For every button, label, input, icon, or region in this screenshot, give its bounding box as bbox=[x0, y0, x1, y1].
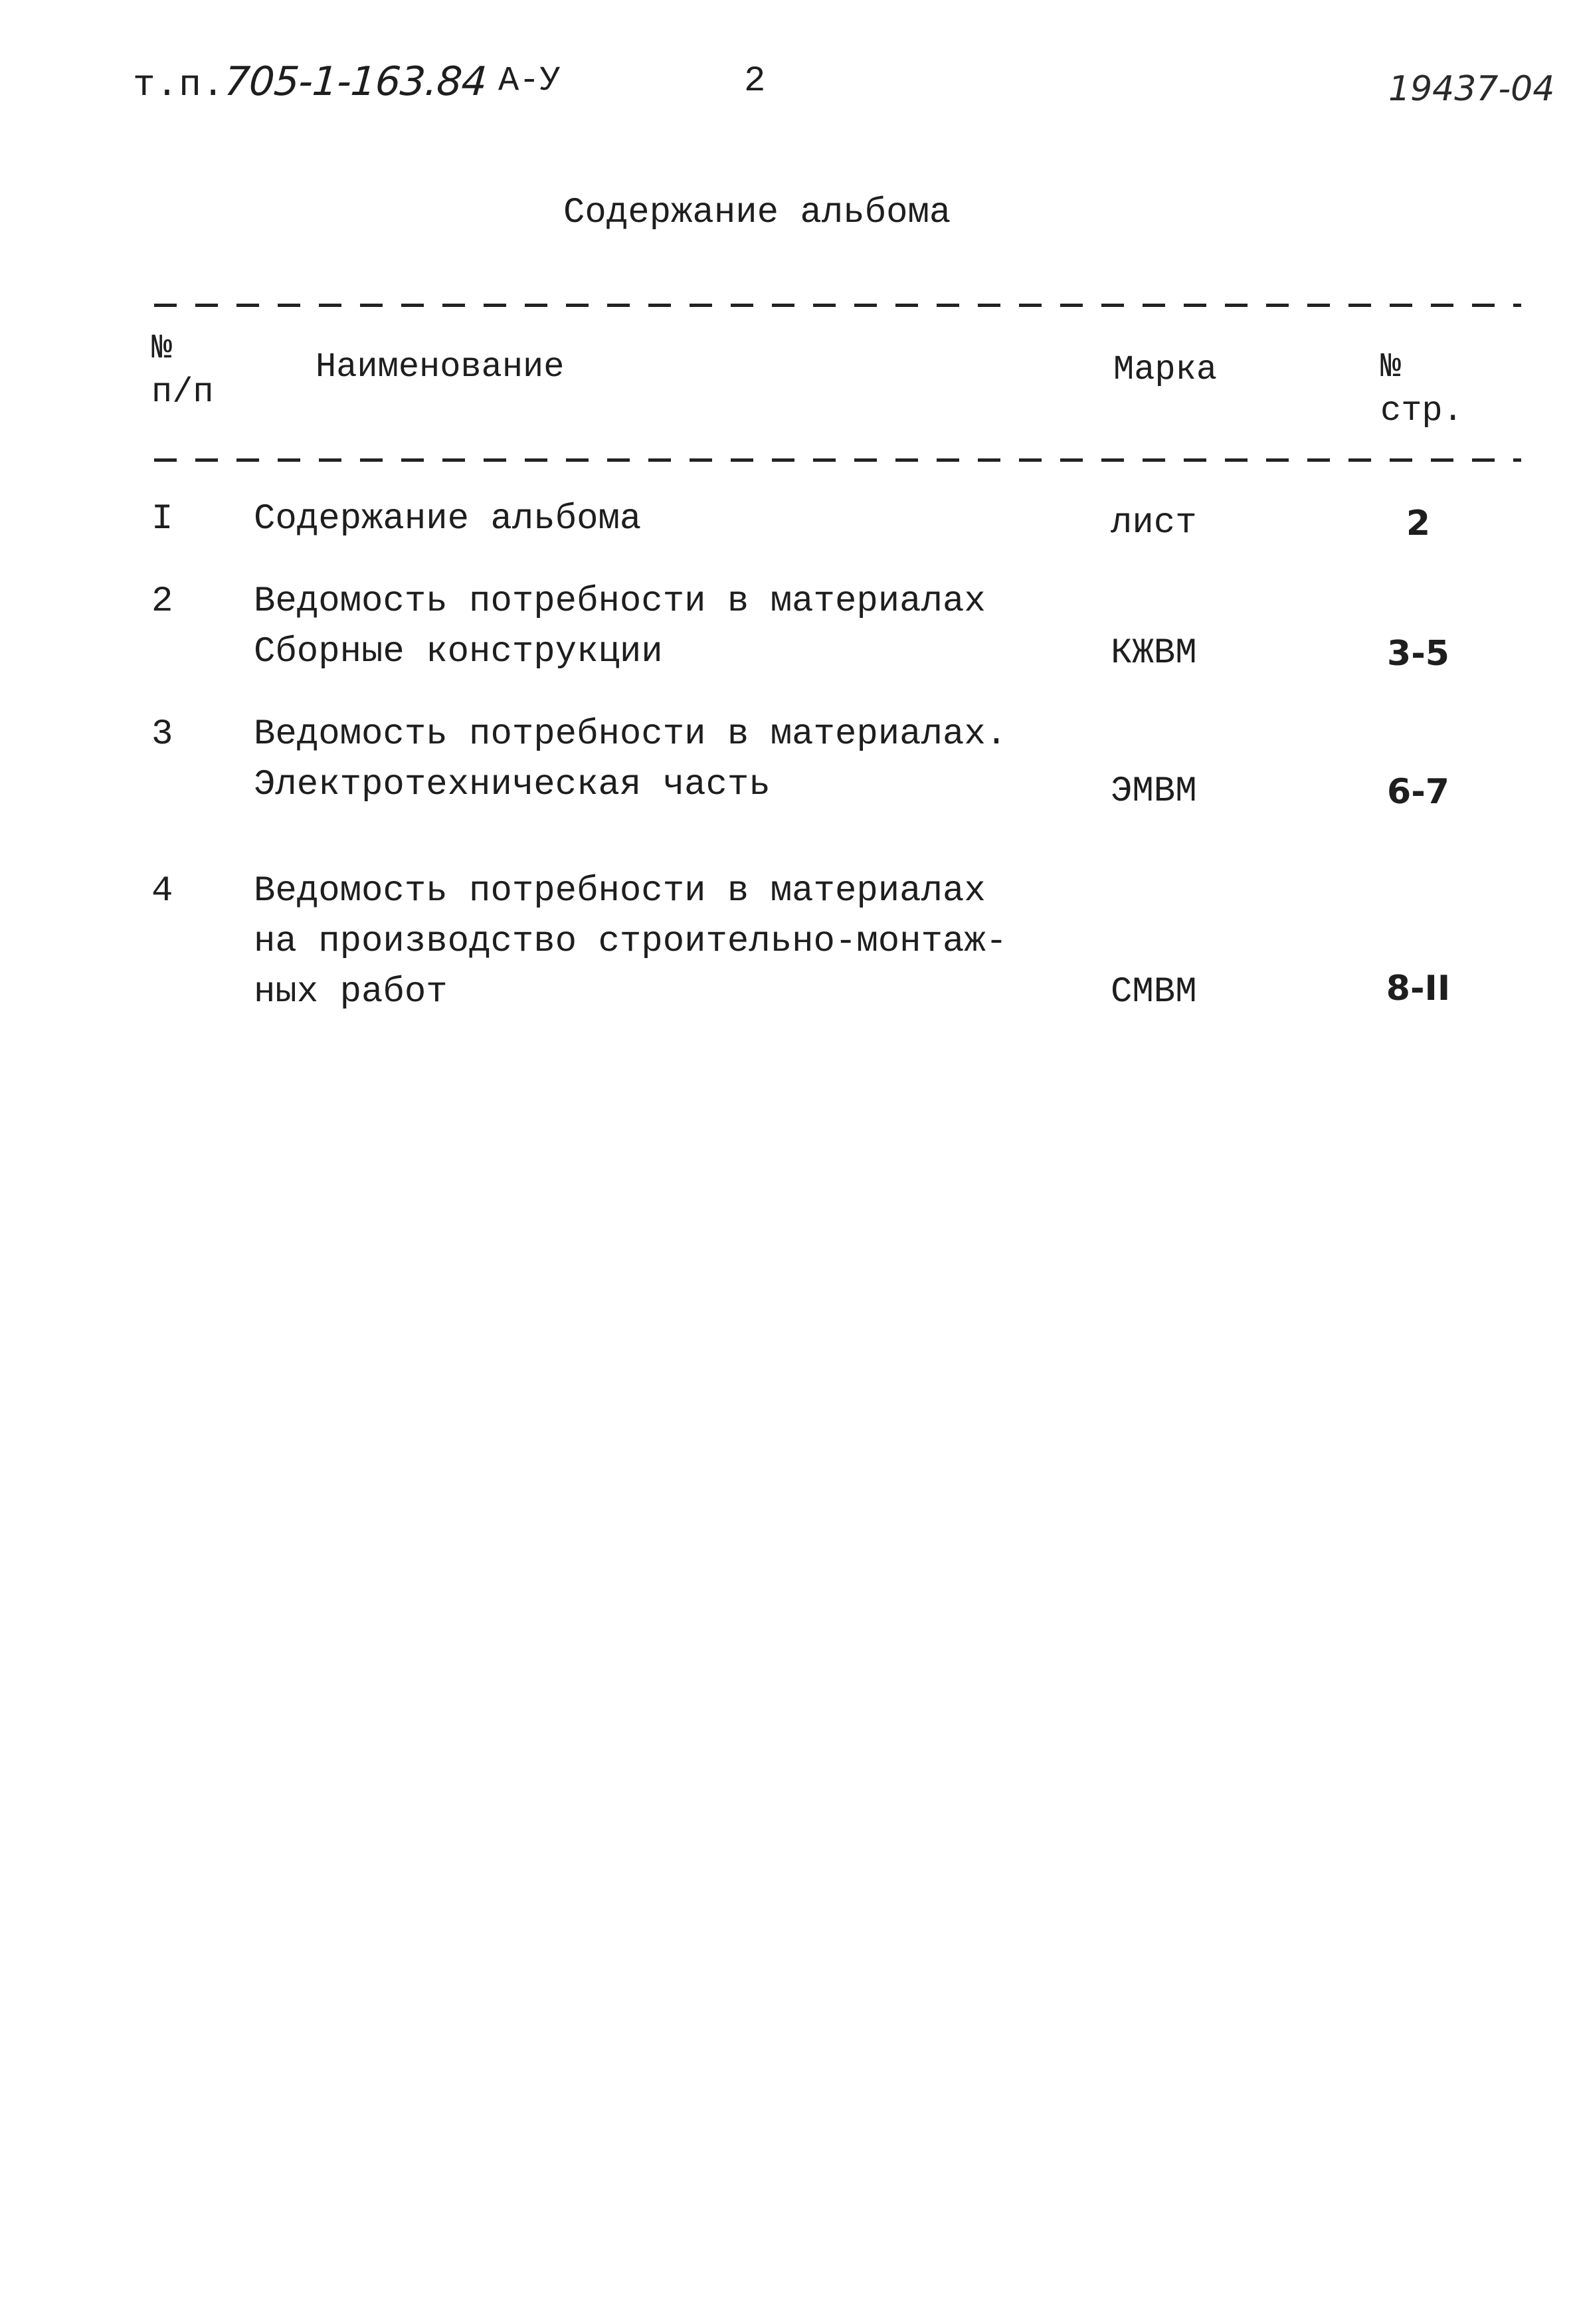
row-2-number: 2 bbox=[151, 581, 173, 622]
row-4-mark: СМВМ bbox=[1111, 972, 1197, 1013]
row-4-name-line-1: Ведомость потребности в материалах bbox=[254, 871, 986, 912]
row-3-name-line-2: Электротехническая часть bbox=[254, 765, 771, 805]
header-page-label: стр. bbox=[1380, 391, 1463, 431]
header-number bbox=[151, 327, 214, 415]
row-2-mark: КЖВМ bbox=[1111, 633, 1197, 674]
row-4-name bbox=[254, 866, 1007, 1018]
row-3-number: 3 bbox=[151, 714, 173, 755]
header-number-sign: № bbox=[151, 329, 173, 368]
row-3-name bbox=[254, 710, 1007, 811]
table-header-divider bbox=[154, 458, 1521, 462]
row-1-name bbox=[254, 494, 641, 545]
row-4-page: 8-II bbox=[1386, 969, 1451, 1009]
table-top-divider bbox=[154, 304, 1521, 307]
row-4-name-line-2: на производство строительно-монтаж- bbox=[254, 921, 1008, 962]
inventory-number: 19437-04 bbox=[1388, 69, 1555, 109]
document-code-number: 705-1-163.84 bbox=[223, 58, 488, 105]
header-mark: Марка bbox=[1113, 350, 1218, 389]
document-variant: А-У bbox=[498, 61, 561, 100]
row-3-mark: ЭМВМ bbox=[1111, 771, 1197, 812]
row-2-name-line-2: Сборные конструкции bbox=[254, 632, 663, 672]
row-2-page: 3-5 bbox=[1387, 634, 1449, 674]
row-1-mark: лист bbox=[1111, 503, 1197, 543]
row-2-name bbox=[254, 577, 986, 678]
header-number-label: п/п bbox=[151, 373, 214, 412]
row-1-page: 2 bbox=[1406, 504, 1431, 543]
row-3-page: 6-7 bbox=[1387, 772, 1449, 812]
document-code bbox=[133, 58, 486, 106]
page-number: 2 bbox=[744, 61, 766, 102]
row-1-name-line-1: Содержание альбома bbox=[254, 499, 642, 539]
row-4-number: 4 bbox=[151, 871, 173, 912]
header-page bbox=[1380, 345, 1463, 433]
page-title: Содержание альбома bbox=[563, 193, 951, 233]
header-page-sign: № bbox=[1380, 347, 1402, 387]
row-2-name-line-1: Ведомость потребности в материалах bbox=[254, 581, 986, 622]
row-3-name-line-1: Ведомость потребности в материалах. bbox=[254, 714, 1008, 755]
header-name: Наименование bbox=[316, 347, 565, 387]
row-1-number: I bbox=[151, 499, 173, 539]
row-4-name-line-3: ных работ bbox=[254, 972, 448, 1013]
document-code-prefix: т.п. bbox=[133, 64, 225, 106]
